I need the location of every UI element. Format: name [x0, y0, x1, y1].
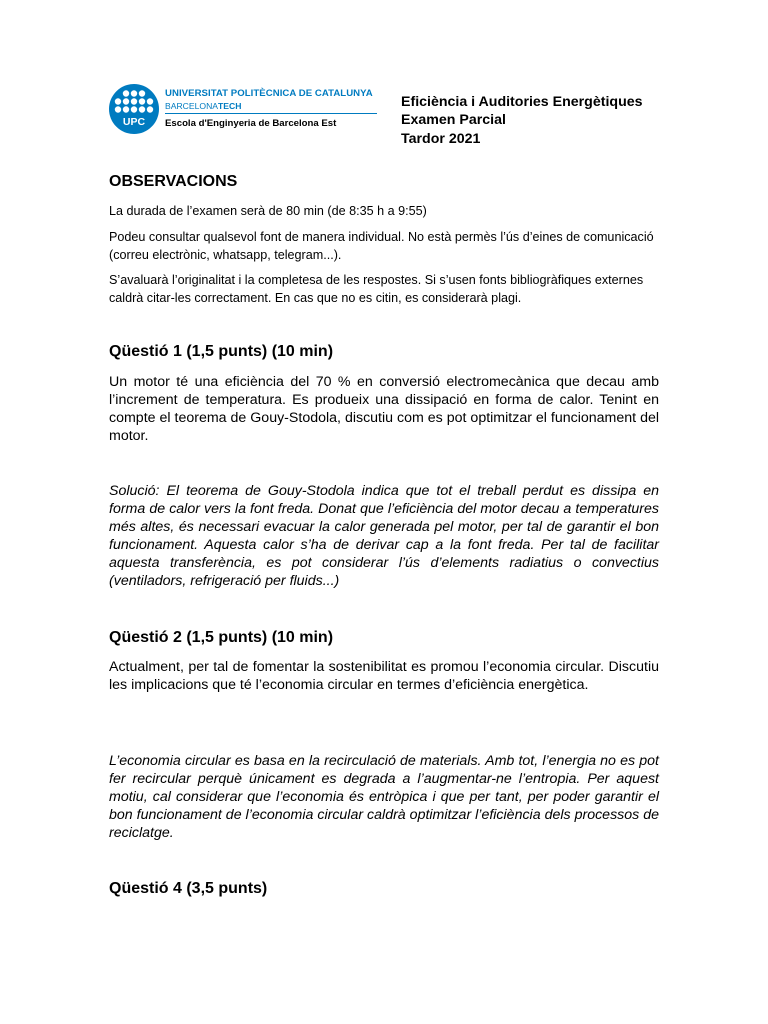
logo-city [165, 101, 241, 111]
exam-type: Examen Parcial [401, 112, 506, 128]
question-2-statement: Actualment, per tal de fomentar la sostenibilitat es promou l’economia circular. Discutiu les implicacions que té l’economia circular en termes d’eficiència energètica. [109, 659, 659, 693]
question-2-solution: L’economia circular es basa en la recirculació de materials. Amb tot, l’energia no es pot fer recircular perquè únicament es degrada a l’augmentar-ne l’entropia. Per aquest motiu, cal considerar que l’economia és entròpica i que per tant, per poder garantir el bon funcionament de l’economia circular caldrà optimitzar l’eficiència dels processos de reciclatge. [109, 753, 659, 841]
upc-logo-icon [109, 84, 159, 134]
question-1-statement: Un motor té una eficiència del 70 % en conversió electromecànica que decau amb l’increment de temperatura. Es produeix una dissipació en forma de calor. Tenint en compte el teorema de Gouy-Stodola, discutiu com es pot optimitzar el funcionament del motor. [109, 374, 659, 444]
question-1-solution: Solució: El teorema de Gouy-Stodola indica que tot el treball perdut es dissipa en forma de calor vers la font freda. Donat que l’eficiència del motor decau a temperatures més altes, és necessari evacuar la calor generada pel motor, per tal de garantir el bon funcionament. Aquesta calor s’ha de derivar cap a la font freda. Per tal de facilitar aquesta transferència, es pot considerar l’ús d’elements radiatius o convectius (ventiladors, refrigeració per fluids...) [109, 483, 659, 589]
observation-resources: Podeu consultar qualsevol font de manera individual. No està permès l’ús d’eines de comunicació (correu electrònic, whatsapp, telegram...). [109, 230, 654, 262]
course-title: Eficiència i Auditories Energètiques [401, 94, 643, 110]
observations-heading: OBSERVACIONS [109, 173, 238, 190]
observation-duration: La durada de l’examen serà de 80 min (de 8:35 h a 9:55) [109, 204, 427, 218]
logo-university-name: UNIVERSITAT POLITÈCNICA DE CATALUNYA [165, 88, 373, 99]
logo-school-name: Escola d'Enginyeria de Barcelona Est [165, 118, 337, 129]
logo-city-a: BARCELONA [165, 101, 219, 111]
logo-divider [165, 113, 377, 114]
logo-city-b: TECH [218, 101, 242, 111]
logo-acronym: UPC [122, 116, 146, 128]
exam-term: Tardor 2021 [401, 131, 481, 147]
question-1-title: Qüestió 1 (1,5 punts) (10 min) [109, 343, 334, 360]
observation-originality: S’avaluarà l’originalitat i la completesa de les respostes. Si s’usen fonts bibliogràfiques externes caldrà citar-les correctament. En cas que no es citin, es considerarà plagi. [109, 273, 644, 305]
question-2-title: Qüestió 2 (1,5 punts) (10 min) [109, 629, 334, 646]
university-logo [109, 84, 377, 136]
question-4-title: Qüestió 4 (3,5 punts) [109, 880, 268, 897]
